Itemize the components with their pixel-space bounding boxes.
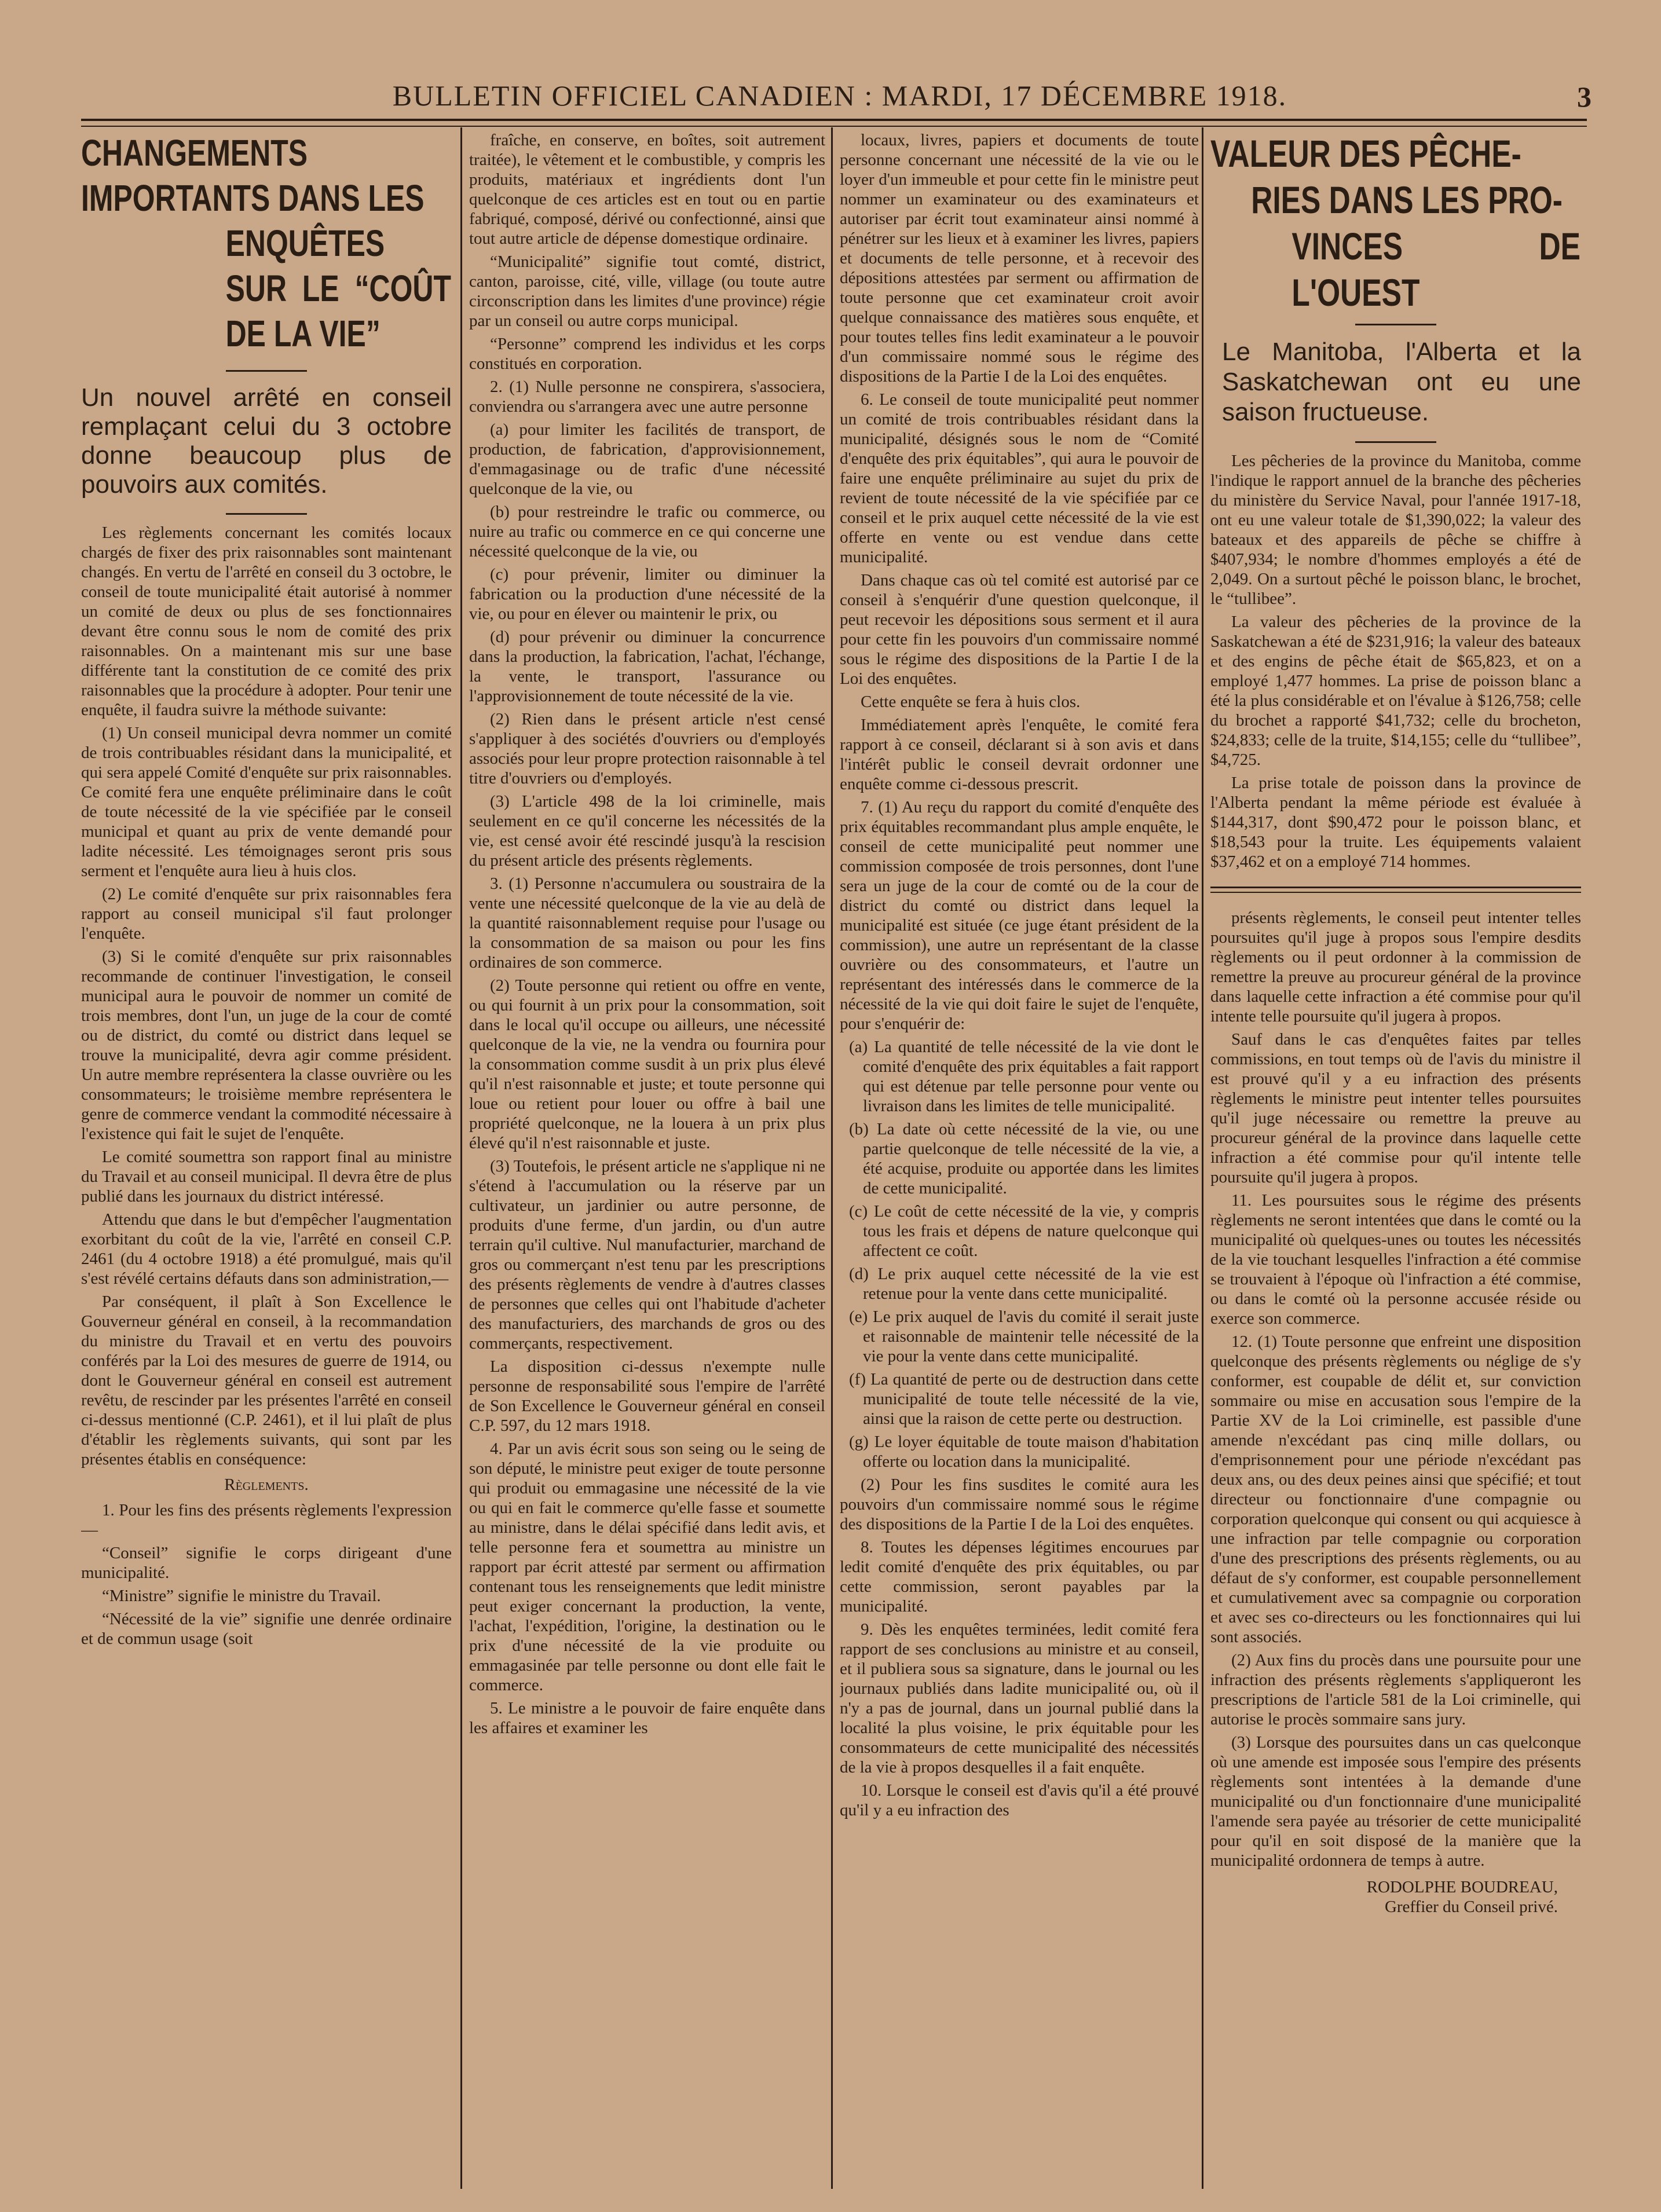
paragraph: présents règlements, le conseil peut intenter telles poursuites qu'il juge à propos sous l'empire desdits règlements ou il peut ordonner à la commission de remettre la preuve au procureur général de la province dans laquelle cette infraction a été commise pour qu'il intente telle poursuite qu'il jugera à propos. <box>1210 909 1581 1026</box>
paragraph: 11. Les poursuites sous le régime des présents règlements ne seront intentées que dans le comté ou la municipalité où quelques-unes ou toutes les nécessités de la vie touchant lesquelles l'infraction a été commise se trouvaient à l'époque où l'infraction a été commise, ou dans le comté où la personne accusée réside ou exerce son commerce. <box>1210 1191 1581 1328</box>
paragraph: La valeur des pêcheries de la province de la Saskatchewan a été de $231,916; la valeur des bateaux et des engins de pêche était de $65,823, et on a employé 1,477 hommes. La prise de poisson blanc a été la plus considérable et on l'évalue à $126,758; celle du brochet a rapporté $41,732; celle du brocheton, $24,833; celle de la truite, $14,155; celle du “tullibee”, $4,725. <box>1210 613 1581 769</box>
paragraph: (a) pour limiter les facilités de transport, de production, de fabrication, d'approvisionnement, d'emmagasinage ou de trafic d'une nécessité quelconque de la vie, ou <box>469 420 825 498</box>
article-headline <box>81 130 451 356</box>
paragraph: Les règlements concernant les comités locaux chargés de fixer des prix raisonnables sont maintenant changés. En vertu de l'arrêté en conseil du 3 octobre, le conseil de toute municipalité était autorisé à nommer un comité de deux ou plus de ses fonctionnaires devant être connu sous le nom de comité des prix raisonnables. On a maintenant mis sur une base différente tant la constitution de ce comité des prix raisonnables que la procédure à adopter. Pour tenir une enquête, il faudra suivre la méthode suivante: <box>81 523 452 719</box>
page-number: 3 <box>1577 80 1593 113</box>
paragraph: 4. Par un avis écrit sous son seing ou le seing de son député, le ministre peut exiger de toute personne qui produit ou emmagasine une nécessité de la vie ou qui en fait le commerce qu'elle fasse et soumette au ministre, dans le délai spécifié dans ledit avis, et telle personne fera et soumettra au ministre un rapport par écrit attesté par serment ou affirmation contenant tous les renseignements que ledit ministre peut exiger concernant la production, la vente, l'achat, l'expédition, l'origine, la destination ou le prix d'une nécessité de la vie produite ou emmagasinée par telle personne ou dont elle fait le commerce. <box>469 1440 825 1694</box>
headline-line-1: CHANGEMENTS IMPORTANTS DANS LES <box>81 132 425 219</box>
paragraph: fraîche, en conserve, en boîtes, soit autrement traitée), le vêtement et le combustible, y compris les produits, matériaux et ingrédients dont l'un quelconque de ces articles est en tout ou en partie fabriqué, composé, dérivé ou confectionné, ainsi que tout autre article de dépense domestique ordinaire. <box>469 131 825 248</box>
paragraph: 10. Lorsque le conseil est d'avis qu'il a été prouvé qu'il y a eu infraction des <box>840 1781 1199 1819</box>
paragraph: (d) pour prévenir ou diminuer la concurrence dans la production, la fabrication, l'achat, l'échange, la vente, le transport, l'assurance ou l'approvisionnement de toute nécessité de la vie. <box>469 628 825 705</box>
separator <box>1355 441 1436 443</box>
paragraph: “Nécessité de la vie” signifie une denrée ordinaire et de commun usage (soit <box>81 1610 452 1648</box>
headline-line-2: ENQUÊTES SUR LE “COÛT DE LA VIE” <box>225 222 451 354</box>
paragraph: (2) Toute personne qui retient ou offre en vente, ou qui fournit à un prix pour la consommation, soit dans le local qu'il occupe ou ailleurs, une nécessité quelconque de la vie, ne la vendra ou fournira pour la consommation comme susdit à un prix plus élevé qu'il n'est raisonnable et juste; et toute personne qui loue ou retient pour louer ou offre à bail une propriété quelconque, ne la louera à un prix plus élevé qu'il n'est raisonnable et juste. <box>469 976 825 1152</box>
paragraph: La prise totale de poisson dans la province de l'Alberta pendant la même période est évaluée à $144,317, dont $90,472 pour le poisson blanc, et $18,543 pour la truite. Les équipements valaient $37,462 et on a employé 714 hommes. <box>1210 774 1581 871</box>
paragraph: (2) Rien dans le présent article n'est censé s'appliquer à des sociétés d'ouvriers ou d'employés associés pour leur propre protection raisonnable à tel titre d'ouvriers ou d'employés. <box>469 710 825 788</box>
paragraph: (3) Toutefois, le présent article ne s'applique ni ne s'étend à l'accumulation ou la réserve par un cultivateur, un jardinier ou autre personne, de produits d'une ferme, d'un jardin, ou d'un autre terrain qu'il cultive. Nul manufacturier, marchand de gros ou commerçant n'est tenu par les prescriptions des présents règlements de vendre à d'autres classes de personnes que celles qui ont l'habitude d'acheter des manufacturiers, des marchands de gros ou des commerçants, respectivement. <box>469 1157 825 1353</box>
paragraph: Cette enquête se fera à huis clos. <box>861 693 1081 711</box>
paragraph: 6. Le conseil de toute municipalité peut nommer un comité de trois contribuables résidant dans la municipalité, désignés sous le nom de “Comité d'enquête des prix équitables”, qui aura le pouvoir de faire une enquête préliminaire au sujet du prix de revient de toute nécessité de la vie spécifiée par ce conseil et le prix auquel cette nécessité de la vie est offerte en vente ou est vendue dans cette municipalité. <box>840 390 1199 566</box>
paragraph: (3) Lorsque des poursuites dans un cas quelconque où une amende est imposée sous l'empire des présents règlements sont intentées à la demande d'une municipalité ou d'un fonctionnaire d'une municipalité l'amende sera payée au trésorier de cette municipalité pour qu'il en soit disposé de la manière que la municipalité ordonnera de temps à autre. <box>1210 1733 1581 1870</box>
paragraph: Sauf dans le cas d'enquêtes faites par telles commissions, en tout temps où de l'avis du ministre il est prouvé qu'il y a eu infraction des présents règlements le ministre peut intenter telles poursuites qu'il juge nécessaire ou remettre la preuve au procureur général de la province dans laquelle cette infraction a été commise pour qu'il intente telle poursuite qu'il jugera à propos. <box>1210 1030 1581 1186</box>
paragraph: (2) Le comité d'enquête sur prix raisonnables fera rapport au conseil municipal s'il faut prolonger l'enquête. <box>81 885 452 943</box>
paragraph: “Municipalité” signifie tout comté, district, canton, paroisse, cité, ville, village (ou toute autre circonscription dans les limites d'une province) régie par un conseil ou autre corps municipal. <box>469 252 825 330</box>
list-item: (d) Le prix auquel cette nécessité de la vie est retenue pour la vente dans cette municipalité. <box>849 1265 1199 1303</box>
list-item: (g) Le loyer équitable de toute maison d'habitation offerte ou location dans la municipalité. <box>849 1433 1199 1471</box>
paragraph: 12. (1) Toute personne que enfreint une disposition quelconque des présents règlements ou néglige de s'y conformer, est coupable de délit et, sur conviction sommaire ou mise en accusation sous l'empire de la Partie XV de la Loi criminelle, est passible d'une amende n'excédant pas cinq mille dollars, ou d'emprisonnement pour une période n'excédant pas deux ans, ou des deux peines ainsi que spécifié; et tout directeur ou fonctionnaire d'une compagnie ou corporation quelconque qui consent ou qui acquiesce à une infraction par telle compagnie ou corporation d'une des prescriptions des présents règlements, ou au défaut de s'y conformer, est coupable personnellement et cumulativement avec sa compagnie ou corporation et avec ses co-directeurs ou les fonctionnaires qui lui sont associés. <box>1210 1332 1581 1646</box>
paragraph: (b) pour restreindre le trafic ou commerce, ou nuire au trafic ou commerce en ce qui concerne une nécessité quelconque de la vie, ou <box>469 503 825 561</box>
paragraph: Attendu que dans le but d'empêcher l'augmentation exorbitant du coût de la vie, l'arrêté en conseil C.P. 2461 (du 4 octobre 1918) a été promulgué, mais qu'il s'est révélé certains défauts dans son administration,— <box>81 1210 452 1288</box>
paragraph: 7. (1) Au reçu du rapport du comité d'enquête des prix équitables recommandant plus ample enquête, le conseil de cette municipalité peut nommer une commission composée de trois personnes, dont l'une sera un juge de la cour de comté ou de la cour de district du comté ou district dans lequel la municipalité est située (ce juge étant président de la commission), une autre un représentant de la classe ouvrière ou des consommateurs, et l'autre un représentant des intéressés dans le commerce de la nécessité de la vie qui doit faire le sujet de l'enquête, pour s'enquérir de: <box>840 798 1199 1033</box>
paragraph: “Ministre” signifie le ministre du Travail. <box>102 1587 381 1605</box>
paragraph: (c) pour prévenir, limiter ou diminuer la fabrication ou la production d'une nécessité de la vie, ou pour en élever ou maintenir le prix, ou <box>469 565 825 623</box>
paragraph: “Personne” comprend les individus et les corps constitués en corporation. <box>469 335 825 373</box>
masthead-title: BULLETIN OFFICIEL CANADIEN : MARDI, 17 DÉCEMBRE 1918. <box>392 79 1287 112</box>
paragraph: 9. Dès les enquêtes terminées, ledit comité fera rapport de ses conclusions au ministre et au conseil, et il publiera sous sa signature, dans le journal ou les journaux publiés dans ladite municipalité ou, où il n'y a pas de journal, dans un journal publié dans la localité la plus voisine, le prix équitable pour les consommateurs de cette municipalité des nécessités de la vie à propos desquelles il a fait enquête. <box>840 1620 1199 1777</box>
paragraph: 1. Pour les fins des présents règlements l'expression— <box>81 1501 452 1539</box>
column-3 <box>840 130 1199 2192</box>
paragraph: “Conseil” signifie le corps dirigeant d'une municipalité. <box>81 1544 452 1582</box>
paragraph: Les pêcheries de la province du Manitoba, comme l'indique le rapport annuel de la branche des pêcheries du ministère du Service Naval, pour l'année 1917-18, ont eu une valeur totale de $1,390,022; la valeur des bateaux et des appareils de pêche se chiffre à $407,934; le nombre d'hommes employés a été de 2,049. On a surtout pêché le poisson blanc, le brochet, le “tullibee”. <box>1210 452 1581 608</box>
paragraph: (2) Pour les fins susdites le comité aura les pouvoirs d'un commissaire nommé sous le régime des dispositions de la Partie I de la Loi des enquêtes. <box>840 1475 1199 1533</box>
column-1 <box>81 130 452 2192</box>
separator <box>226 370 307 372</box>
paragraph: 3. (1) Personne n'accumulera ou soustraira de la vente une nécessité quelconque de la vie au delà de la quantité raisonnablement requise pour l'usage ou la consommation de sa maison ou pour les fins ordinaires de son commerce. <box>469 874 825 972</box>
column-divider <box>1202 127 1203 2189</box>
article-subhead: Un nouvel arrêté en conseil remplaçant celui du 3 octobre donne beaucoup plus de pouvoirs aux comités. <box>81 383 452 499</box>
paragraph: Immédiatement après l'enquête, le comité fera rapport à ce conseil, déclarant si à son avis et dans l'intérêt public le conseil devrait ordonner une enquête comme ci-dessous prescrit. <box>840 716 1199 793</box>
headline-line-2: RIES DANS LES PRO- <box>1251 178 1563 221</box>
list-item: (c) Le coût de cette nécessité de la vie, y compris tous les frais et dépens de nature quelconque qui affectent ce coût. <box>849 1202 1199 1260</box>
paragraph: 2. (1) Nulle personne ne conspirera, s'associera, conviendra ou s'arrangera avec une autre personne <box>469 378 825 416</box>
paragraph: 5. Le ministre a le pouvoir de faire enquête dans les affaires et examiner les <box>469 1699 825 1737</box>
column-divider <box>460 127 462 2189</box>
list-item: (f) La quantité de perte ou de destruction dans cette municipalité de toute telle nécessité de la vie, ainsi que la raison de cette perte ou destruction. <box>849 1370 1199 1428</box>
list-item: (b) La date où cette nécessité de la vie, ou une partie quelconque de telle nécessité de la vie, a été acquise, produite ou apportée dans les limites de cette municipalité. <box>849 1120 1199 1197</box>
paragraph: Par conséquent, il plaît à Son Excellence le Gouverneur général en conseil, à la recommandation du ministre du Travail et en vertu des pouvoirs conférés par la Loi des mesures de guerre de 1914, ou dont le Gouverneur général en conseil est autrement revêtu, de rescinder par les présentes l'arrêté en conseil ci-dessus mentionné (C.P. 2461), et il lui plaît de plus d'établir les règlements suivants, qui sont par les présentes établis en conséquence: <box>81 1292 452 1468</box>
list-item: (e) Le prix auquel de l'avis du comité il serait juste et raisonnable de maintenir telle nécessité de la vie pour la vente dans cette municipalité. <box>849 1308 1199 1365</box>
column-4 <box>1210 130 1581 2192</box>
column-divider <box>831 127 833 2189</box>
fisheries-headline <box>1210 130 1580 316</box>
headline-line-1: VALEUR DES PÊCHE- <box>1210 132 1521 175</box>
separator <box>1355 324 1436 325</box>
paragraph: 8. Toutes les dépenses légitimes encourues par ledit comité d'enquête des prix équitables, ou par cette commission, seront payables par la municipalité. <box>840 1538 1199 1616</box>
column-2 <box>469 130 825 2192</box>
masthead <box>87 75 1593 116</box>
paragraph: Dans chaque cas où tel comité est autorisé par ce conseil à s'enquérir d'une question quelconque, il peut recevoir les dépositions sous serment et il aura pour cette fin les pouvoirs d'un commissaire nommé sous le régime des dispositions de la Partie I de la Loi des enquêtes. <box>840 571 1199 688</box>
fisheries-subhead: Le Manitoba, l'Alberta et la Saskatchewan ont eu une saison fructueuse. <box>1222 338 1581 426</box>
separator <box>226 513 307 515</box>
double-rule <box>1210 887 1581 893</box>
headline-line-3: VINCES DE L'OUEST <box>1292 225 1580 314</box>
signature-title: Greffier du Conseil privé. <box>1384 1898 1558 1916</box>
paragraph: (3) Si le comité d'enquête sur prix raisonnables recommande de continuer l'investigation, le conseil municipal aura le pouvoir de nommer un comité de trois membres, dont l'un, un juge de la cour de comté ou de district, du comté ou district dans lequel se trouve la municipalité, devra agir comme président. Un autre membre représentera la classe ouvrière ou les consommateurs; le troisième membre représentera le genre de commerce vendant la commodité nécessaire à l'existence qui fait le sujet de l'enquête. <box>81 947 452 1143</box>
masthead-rule <box>81 119 1587 127</box>
signature-name: RODOLPHE BOUDREAU, <box>1366 1878 1558 1896</box>
paragraph: La disposition ci-dessus n'exempte nulle personne de responsabilité sous l'empire de l'arrêté de Son Excellence le Gouverneur général en conseil C.P. 597, du 12 mars 1918. <box>469 1357 825 1435</box>
paragraph: (3) L'article 498 de la loi criminelle, mais seulement en ce qu'il concerne les nécessités de la vie, est censé avoir été rescindé jusqu'à la rescision du présent article des présents règlements. <box>469 792 825 870</box>
paragraph: Le comité soumettra son rapport final au ministre du Travail et au conseil municipal. Il devra être de plus publié dans les journaux du district intéressé. <box>81 1148 452 1206</box>
paragraph: locaux, livres, papiers et documents de toute personne concernant une nécessité de la vie ou le loyer d'un immeuble et pour cette fin le ministre peut nommer un examinateur ou des examinateurs et autoriser par écrit tout examinateur ainsi nommé à pénétrer sur les lieux et à examiner les livres, papiers et documents de telle personne, et à recevoir des dépositions attestées par serment ou affirmation de toute personne que cet examinateur croit avoir quelque connaissance des matières sous enquête, et pour toutes telles fins ledit examinateur a le pouvoir d'un commissaire nommé sous le régime des dispositions de la Partie I de la Loi des enquêtes. <box>840 131 1199 386</box>
paragraph: (1) Un conseil municipal devra nommer un comité de trois contribuables résidant dans la municipalité, et qui sera appelé Comité d'enquête sur prix raisonnables. Ce comité fera une enquête préliminaire dans le coût de toute nécessité de la vie spécifiée par le conseil municipal et quant au prix de vente demandé pour ladite nécessité. Les témoignages seront pris sous serment et l'enquête aura lieu à huis clos. <box>81 724 452 880</box>
reglements-heading: Règlements. <box>224 1475 309 1494</box>
paragraph: (2) Aux fins du procès dans une poursuite pour une infraction des présents règlements s'appliqueront les prescriptions de l'article 581 de la Loi criminelle, qui autorise le procès sommaire sans jury. <box>1210 1651 1581 1728</box>
list-item: (a) La quantité de telle nécessité de la vie dont le comité d'enquête des prix équitables a fait rapport qui est détenue par telle personne pour vente ou livraison dans les limites de telle municipalité. <box>849 1038 1199 1115</box>
